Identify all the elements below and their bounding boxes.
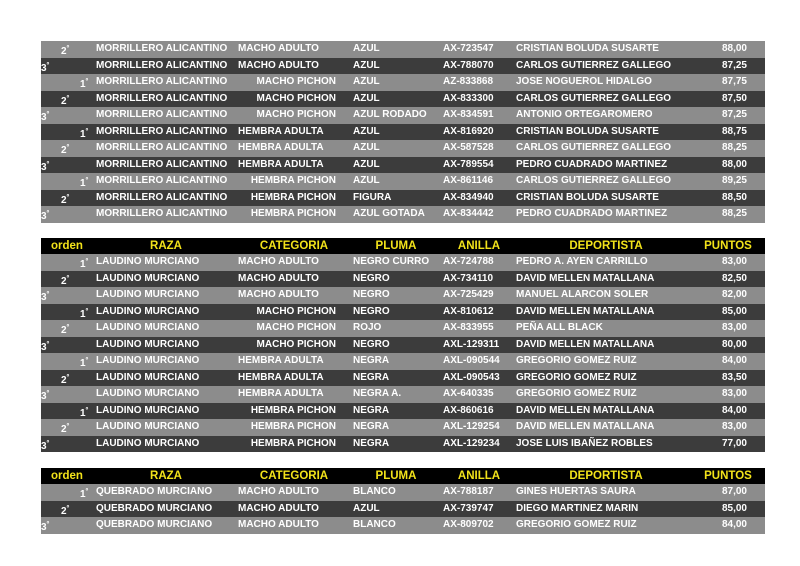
deportista-cell: DAVID MELLEN MATALLANA	[516, 305, 655, 317]
results-table-morrillero-alicantino	[41, 41, 765, 223]
placement-number: 1	[80, 259, 86, 270]
anilla-cell: AX-810612	[443, 305, 494, 317]
ordinal-mark: º	[85, 78, 89, 85]
raza-cell: MORRILLERO ALICANTINO	[96, 142, 228, 153]
ordinal-mark: º	[46, 210, 50, 217]
table-row	[41, 41, 765, 58]
categoria-cell: HEMBRA ADULTA	[238, 125, 324, 137]
pluma-cell: AZUL GOTADA	[353, 208, 425, 219]
placement-number: 3	[41, 211, 47, 222]
raza-cell: MORRILLERO ALICANTINO	[96, 43, 228, 54]
table-row	[41, 501, 765, 518]
raza-cell: LAUDINO MURCIANO	[96, 388, 200, 399]
table-row	[41, 271, 765, 288]
raza-cell: LAUDINO MURCIANO	[96, 305, 200, 317]
raza-cell: MORRILLERO ALICANTINO	[96, 125, 228, 137]
categoria-cell: HEMBRA ADULTA	[238, 158, 324, 170]
placement-number: 3	[41, 341, 47, 353]
categoria-cell: MACHO ADULTO	[238, 59, 319, 71]
puntos-cell: 83,50	[721, 371, 747, 383]
pluma-cell: NEGRO	[353, 305, 390, 317]
deportista-cell: PEDRO CUADRADO MARTINEZ	[516, 208, 668, 219]
puntos-cell: 77,00	[721, 437, 747, 449]
anilla-cell: AXL-129254	[443, 421, 500, 432]
placement-number: 2	[61, 325, 67, 336]
categoria-cell: MACHO ADULTO	[238, 256, 319, 267]
placement-rank	[41, 517, 93, 537]
raza-cell: QUEBRADO MURCIANO	[96, 519, 213, 530]
pluma-cell: AZUL	[353, 59, 380, 71]
puntos-cell: 88,00	[721, 158, 747, 170]
results-table-laudino-murciano	[41, 238, 765, 452]
ordinal-mark: º	[46, 390, 50, 397]
raza-cell: LAUDINO MURCIANO	[96, 355, 200, 366]
categoria-cell: HEMBRA PICHON	[250, 437, 336, 449]
anilla-cell: AX-640335	[443, 388, 494, 399]
pluma-cell: NEGRA A.	[353, 388, 402, 399]
placement-rank	[41, 436, 93, 456]
anilla-cell: AX-789554	[443, 158, 494, 170]
pluma-cell: BLANCO	[353, 486, 396, 497]
puntos-cell: 84,00	[721, 404, 747, 416]
puntos-cell: 82,50	[721, 272, 747, 284]
table-row	[41, 386, 765, 403]
placement-number: 1	[80, 489, 86, 500]
placement-number: 3	[41, 440, 47, 452]
categoria-cell: MACHO ADULTO	[238, 272, 319, 284]
deportista-cell: CRISTIAN BOLUDA SUSARTE	[516, 43, 659, 54]
categoria-cell: MACHO ADULTO	[238, 289, 319, 300]
categoria-cell: HEMBRA PICHON	[250, 421, 336, 432]
anilla-cell: AX-788187	[443, 486, 494, 497]
header-deportista: DEPORTISTA	[569, 470, 643, 482]
anilla-cell: AX-809702	[443, 519, 494, 530]
ordinal-mark: º	[85, 177, 89, 184]
puntos-cell: 83,00	[721, 322, 747, 333]
deportista-cell: GREGORIO GOMEZ RUIZ	[516, 388, 637, 399]
anilla-cell: AX-587528	[443, 142, 494, 153]
anilla-cell: AZ-833868	[443, 76, 494, 87]
header-orden: orden	[51, 240, 83, 252]
puntos-cell: 83,00	[721, 421, 747, 432]
pluma-cell: NEGRA	[353, 421, 390, 432]
pluma-cell: AZUL	[353, 502, 380, 514]
categoria-cell: HEMBRA PICHON	[250, 175, 336, 186]
anilla-cell: AX-834591	[443, 109, 494, 120]
table-row	[41, 370, 765, 387]
placement-number: 1	[80, 358, 86, 369]
ordinal-mark: º	[46, 291, 50, 298]
deportista-cell: DIEGO MARTINEZ MARIN	[516, 502, 639, 514]
anilla-cell: AX-739747	[443, 502, 494, 514]
placement-number: 2	[61, 46, 67, 57]
header-raza: RAZA	[150, 240, 182, 252]
placement-number: 2	[61, 505, 67, 517]
anilla-cell: AX-833300	[443, 92, 494, 104]
categoria-cell: MACHO ADULTO	[238, 519, 319, 530]
raza-cell: LAUDINO MURCIANO	[96, 272, 200, 284]
placement-number: 1	[80, 128, 86, 140]
pluma-cell: ROJO	[353, 322, 382, 333]
categoria-cell: HEMBRA PICHON	[250, 404, 336, 416]
header-pluma: PLUMA	[375, 240, 417, 252]
table-row	[41, 353, 765, 370]
anilla-cell: AX-834940	[443, 191, 494, 203]
raza-cell: MORRILLERO ALICANTINO	[96, 208, 228, 219]
deportista-cell: CARLOS GUTIERREZ GALLEGO	[516, 92, 671, 104]
table-row	[41, 254, 765, 271]
table-row	[41, 107, 765, 124]
table-row	[41, 58, 765, 75]
categoria-cell: MACHO ADULTO	[238, 502, 319, 514]
deportista-cell: GINES HUERTAS SAURA	[516, 486, 636, 497]
table-row	[41, 320, 765, 337]
raza-cell: LAUDINO MURCIANO	[96, 371, 200, 383]
deportista-cell: CARLOS GUTIERREZ GALLEGO	[516, 59, 671, 71]
categoria-cell: HEMBRA ADULTA	[238, 142, 324, 153]
puntos-cell: 84,00	[721, 519, 747, 530]
table-row	[41, 124, 765, 141]
deportista-cell: DAVID MELLEN MATALLANA	[516, 338, 655, 350]
pluma-cell: NEGRA	[353, 437, 390, 449]
header-puntos: PUNTOS	[704, 470, 752, 482]
placement-number: 2	[61, 95, 67, 107]
placement-number: 1	[80, 407, 86, 419]
placement-number: 3	[41, 522, 47, 533]
ordinal-mark: º	[66, 324, 70, 331]
header-categoria: CATEGORIA	[259, 240, 329, 252]
anilla-cell: AX-860616	[443, 404, 494, 416]
table-row	[41, 517, 765, 534]
ordinal-mark: º	[85, 307, 89, 315]
placement-number: 1	[80, 178, 86, 189]
pluma-cell: NEGRO	[353, 338, 390, 350]
raza-cell: MORRILLERO ALICANTINO	[96, 92, 228, 104]
anilla-cell: AXL-090544	[443, 355, 500, 366]
pluma-cell: BLANCO	[353, 519, 396, 530]
raza-cell: LAUDINO MURCIANO	[96, 322, 200, 333]
puntos-cell: 88,50	[721, 191, 747, 203]
pluma-cell: NEGRA	[353, 404, 390, 416]
header-puntos: PUNTOS	[704, 240, 752, 252]
deportista-cell: GREGORIO GOMEZ RUIZ	[516, 519, 637, 530]
header-orden: orden	[51, 470, 83, 482]
ordinal-mark: º	[46, 521, 50, 528]
categoria-cell: HEMBRA PICHON	[250, 191, 336, 203]
results-table-quebrado-murciano	[41, 468, 765, 534]
anilla-cell: AX-723547	[443, 43, 494, 54]
ordinal-mark: º	[66, 94, 70, 102]
ordinal-mark: º	[46, 340, 50, 348]
puntos-cell: 84,00	[721, 355, 747, 366]
table-row	[41, 173, 765, 190]
raza-cell: LAUDINO MURCIANO	[96, 289, 200, 300]
ordinal-mark: º	[85, 406, 89, 414]
raza-cell: LAUDINO MURCIANO	[96, 404, 200, 416]
deportista-cell: GREGORIO GOMEZ RUIZ	[516, 371, 637, 383]
raza-cell: LAUDINO MURCIANO	[96, 421, 200, 432]
pluma-cell: NEGRA	[353, 371, 390, 383]
pluma-cell: NEGRA	[353, 355, 390, 366]
anilla-cell: AX-734110	[443, 272, 494, 284]
anilla-cell: AXL-129234	[443, 437, 500, 449]
pluma-cell: AZUL	[353, 142, 380, 153]
deportista-cell: PEÑA ALL BLACK	[516, 322, 603, 333]
pluma-cell: AZUL	[353, 125, 380, 137]
pluma-cell: AZUL	[353, 158, 380, 170]
ordinal-mark: º	[85, 258, 89, 265]
placement-number: 3	[41, 161, 47, 173]
puntos-cell: 87,25	[721, 59, 747, 71]
ordinal-mark: º	[66, 193, 70, 201]
categoria-cell: MACHO PICHON	[256, 109, 336, 120]
ordinal-mark: º	[85, 488, 89, 495]
header-pluma: PLUMA	[375, 470, 417, 482]
anilla-cell: AX-861146	[443, 175, 494, 186]
placement-number: 3	[41, 112, 47, 123]
table-header-row	[41, 468, 765, 484]
categoria-cell: MACHO PICHON	[256, 305, 336, 317]
raza-cell: MORRILLERO ALICANTINO	[96, 59, 228, 71]
ordinal-mark: º	[85, 357, 89, 364]
raza-cell: MORRILLERO ALICANTINO	[96, 158, 228, 170]
ordinal-mark: º	[66, 274, 70, 282]
categoria-cell: MACHO PICHON	[256, 338, 336, 350]
puntos-cell: 89,25	[721, 175, 747, 186]
placement-number: 2	[61, 145, 67, 156]
deportista-cell: CARLOS GUTIERREZ GALLEGO	[516, 142, 671, 153]
deportista-cell: CRISTIAN BOLUDA SUSARTE	[516, 125, 659, 137]
placement-rank	[41, 206, 93, 226]
table-row	[41, 140, 765, 157]
placement-number: 2	[61, 275, 67, 287]
raza-cell: MORRILLERO ALICANTINO	[96, 175, 228, 186]
anilla-cell: AX-725429	[443, 289, 494, 300]
placement-number: 2	[61, 194, 67, 206]
pluma-cell: NEGRO CURRO	[353, 256, 430, 267]
table-row	[41, 304, 765, 321]
categoria-cell: MACHO ADULTO	[238, 486, 319, 497]
raza-cell: LAUDINO MURCIANO	[96, 338, 200, 350]
table-row	[41, 91, 765, 108]
ordinal-mark: º	[66, 423, 70, 430]
deportista-cell: PEDRO A. AYEN CARRILLO	[516, 256, 648, 267]
categoria-cell: MACHO ADULTO	[238, 43, 319, 54]
categoria-cell: MACHO PICHON	[256, 322, 336, 333]
header-raza: RAZA	[150, 470, 182, 482]
header-deportista: DEPORTISTA	[569, 240, 643, 252]
placement-number: 3	[41, 391, 47, 402]
categoria-cell: HEMBRA ADULTA	[238, 388, 324, 399]
ordinal-mark: º	[46, 111, 50, 118]
ordinal-mark: º	[46, 439, 50, 447]
raza-cell: QUEBRADO MURCIANO	[96, 486, 213, 497]
ordinal-mark: º	[66, 373, 70, 381]
placement-number: 1	[80, 308, 86, 320]
table-row	[41, 436, 765, 453]
placement-number: 3	[41, 292, 47, 303]
puntos-cell: 88,00	[721, 43, 747, 54]
puntos-cell: 87,75	[721, 76, 747, 87]
puntos-cell: 87,00	[721, 486, 747, 497]
table-row	[41, 484, 765, 501]
raza-cell: LAUDINO MURCIANO	[96, 256, 200, 267]
deportista-cell: DAVID MELLEN MATALLANA	[516, 404, 655, 416]
puntos-cell: 88,75	[721, 125, 747, 137]
deportista-cell: CRISTIAN BOLUDA SUSARTE	[516, 191, 659, 203]
pluma-cell: NEGRO	[353, 272, 390, 284]
pluma-cell: AZUL	[353, 92, 380, 104]
pluma-cell: NEGRO	[353, 289, 390, 300]
table-row	[41, 190, 765, 207]
ordinal-mark: º	[85, 127, 89, 135]
puntos-cell: 88,25	[721, 208, 747, 219]
puntos-cell: 83,00	[721, 256, 747, 267]
categoria-cell: HEMBRA PICHON	[250, 208, 336, 219]
raza-cell: LAUDINO MURCIANO	[96, 437, 200, 449]
header-anilla: ANILLA	[457, 470, 501, 482]
placement-number: 3	[41, 62, 47, 74]
table-row	[41, 403, 765, 420]
puntos-cell: 82,00	[721, 289, 747, 300]
pluma-cell: AZUL RODADO	[353, 109, 427, 120]
header-anilla: ANILLA	[457, 240, 501, 252]
deportista-cell: DAVID MELLEN MATALLANA	[516, 272, 655, 284]
table-row	[41, 206, 765, 223]
anilla-cell: AX-834442	[443, 208, 494, 219]
header-categoria: CATEGORIA	[259, 470, 329, 482]
anilla-cell: AX-816920	[443, 125, 494, 137]
ordinal-mark: º	[46, 61, 50, 69]
ordinal-mark: º	[66, 45, 70, 52]
puntos-cell: 83,00	[721, 388, 747, 399]
anilla-cell: AX-833955	[443, 322, 494, 333]
deportista-cell: ANTONIO ORTEGAROMERO	[516, 109, 653, 120]
pluma-cell: AZUL	[353, 76, 380, 87]
ordinal-mark: º	[66, 504, 70, 512]
raza-cell: QUEBRADO MURCIANO	[96, 502, 213, 514]
deportista-cell: DAVID MELLEN MATALLANA	[516, 421, 655, 432]
table-row	[41, 157, 765, 174]
ordinal-mark: º	[66, 144, 70, 151]
pluma-cell: FIGURA	[353, 191, 392, 203]
raza-cell: MORRILLERO ALICANTINO	[96, 191, 228, 203]
raza-cell: MORRILLERO ALICANTINO	[96, 109, 228, 120]
puntos-cell: 80,00	[721, 338, 747, 350]
placement-number: 2	[61, 424, 67, 435]
deportista-cell: GREGORIO GOMEZ RUIZ	[516, 355, 637, 366]
anilla-cell: AXL-090543	[443, 371, 500, 383]
puntos-cell: 85,00	[721, 305, 747, 317]
puntos-cell: 87,50	[721, 92, 747, 104]
table-row	[41, 74, 765, 91]
deportista-cell: JOSE NOGUEROL HIDALGO	[516, 76, 652, 87]
table-header-row	[41, 238, 765, 254]
table-row	[41, 419, 765, 436]
table-row	[41, 337, 765, 354]
pluma-cell: AZUL	[353, 175, 380, 186]
deportista-cell: CARLOS GUTIERREZ GALLEGO	[516, 175, 671, 186]
table-row	[41, 287, 765, 304]
deportista-cell: JOSE LUIS IBAÑEZ ROBLES	[516, 437, 653, 449]
deportista-cell: MANUEL ALARCON SOLER	[516, 289, 649, 300]
puntos-cell: 87,25	[721, 109, 747, 120]
placement-number: 1	[80, 79, 86, 90]
categoria-cell: HEMBRA ADULTA	[238, 371, 324, 383]
puntos-cell: 88,25	[721, 142, 747, 153]
placement-number: 2	[61, 374, 67, 386]
categoria-cell: MACHO PICHON	[256, 76, 336, 87]
anilla-cell: AX-788070	[443, 59, 494, 71]
anilla-cell: AXL-129311	[443, 338, 500, 350]
anilla-cell: AX-724788	[443, 256, 494, 267]
ordinal-mark: º	[46, 160, 50, 168]
pluma-cell: AZUL	[353, 43, 380, 54]
categoria-cell: MACHO PICHON	[256, 92, 336, 104]
categoria-cell: HEMBRA ADULTA	[238, 355, 324, 366]
raza-cell: MORRILLERO ALICANTINO	[96, 76, 228, 87]
puntos-cell: 85,00	[721, 502, 747, 514]
deportista-cell: PEDRO CUADRADO MARTINEZ	[516, 158, 668, 170]
